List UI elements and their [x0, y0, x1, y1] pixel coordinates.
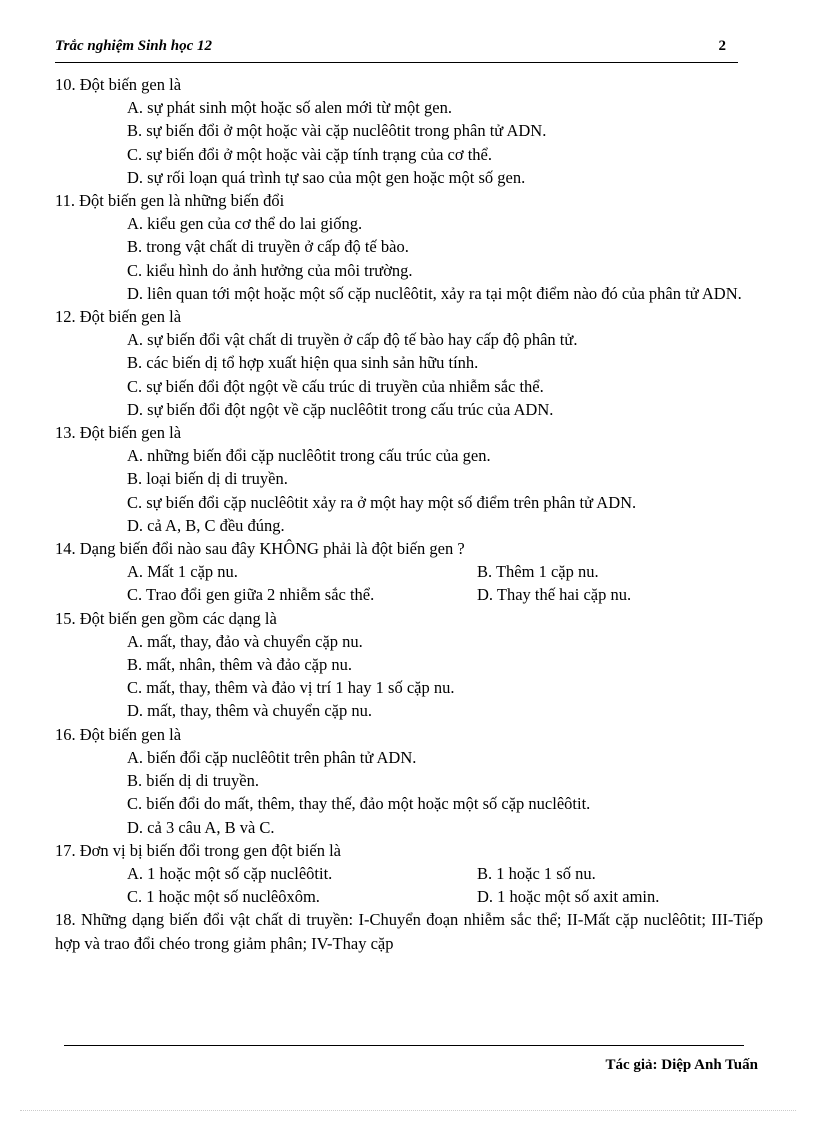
option-14c: C. Trao đổi gen giữa 2 nhiễm sắc thể.: [127, 585, 375, 605]
option-16c: C. biến đổi do mất, thêm, thay thế, đảo một hoặc một số cặp nuclêôtit.: [127, 794, 591, 814]
option-12a: A. sự biến đổi vật chất di truyền ở cấp độ tế bào hay cấp độ phân tử.: [127, 330, 578, 350]
document-body: [55, 73, 763, 955]
option-16d: D. cả 3 câu A, B và C.: [127, 817, 275, 837]
page-header: [55, 38, 738, 63]
question-18: 18. Những dạng biến đổi vật chất di truyền: I-Chuyển đoạn nhiễm sắc thể; II-Mất cặp nuclêôtit; III-Tiếp hợp và trao đổi chéo trong giảm phân; IV-Thay cặp: [55, 910, 763, 953]
question-10: 10. Đột biến gen là: [55, 75, 182, 94]
option-12d: D. sự biến đổi đột ngột về cặp nuclêôtit trong cấu trúc của ADN.: [127, 399, 554, 419]
option-11b: B. trong vật chất di truyền ở cấp độ tế bào.: [127, 237, 409, 257]
option-16b: B. biến dị di truyền.: [127, 771, 259, 791]
question-11: 11. Đột biến gen là những biến đổi: [55, 191, 285, 211]
options-14: [55, 560, 763, 606]
question-13: 13. Đột biến gen là: [55, 423, 182, 443]
option-10b: B. sự biến đổi ở một hoặc vài cặp nuclêôtit trong phân tử ADN.: [127, 121, 547, 141]
option-17b: B. 1 hoặc 1 số nu.: [477, 863, 596, 883]
option-17a: A. 1 hoặc một số cặp nuclêôtit.: [127, 863, 333, 883]
option-15b: B. mất, nhân, thêm và đảo cặp nu.: [127, 655, 352, 675]
options-17: [55, 862, 763, 908]
footer-author: Tác giả: Diệp Anh Tuấn: [605, 1057, 758, 1073]
question-17: 17. Đơn vị bị biến đổi trong gen đột biến là: [55, 840, 341, 860]
option-14d: D. Thay thế hai cặp nu.: [477, 585, 632, 605]
question-15: 15. Đột biến gen gồm các dạng là: [55, 608, 277, 628]
option-10d: D. sự rối loạn quá trình tự sao của một gen hoặc một số gen.: [127, 167, 526, 187]
option-11a: A. kiểu gen của cơ thể do lai giống.: [127, 214, 363, 234]
option-12b: B. các biến dị tổ hợp xuất hiện qua sinh sản hữu tính.: [127, 353, 479, 373]
footer-divider: [64, 1045, 744, 1046]
question-16: 16. Đột biến gen là: [55, 724, 182, 744]
option-10a: A. sự phát sinh một hoặc số alen mới từ một gen.: [127, 98, 452, 118]
option-14b: B. Thêm 1 cặp nu.: [477, 562, 599, 582]
option-11c: C. kiểu hình do ảnh hưởng của môi trường.: [127, 260, 413, 280]
option-12c: C. sự biến đổi đột ngột về cấu trúc di truyền của nhiễm sắc thể.: [127, 376, 544, 396]
option-10c: C. sự biến đổi ở một hoặc vài cặp tính trạng của cơ thể.: [127, 144, 493, 164]
option-16a: A. biến đổi cặp nuclêôtit trên phân tử ADN.: [127, 747, 417, 767]
option-17d: D. 1 hoặc một số axit amin.: [477, 887, 660, 907]
option-14a: A. Mất 1 cặp nu.: [127, 562, 238, 582]
header-title: Trắc nghiệm Sinh học 12: [55, 38, 212, 54]
option-17c: C. 1 hoặc một số nuclêôxôm.: [127, 887, 320, 907]
option-13b: B. loại biến dị di truyền.: [127, 469, 288, 489]
option-15c: C. mất, thay, thêm và đảo vị trí 1 hay 1 số cặp nu.: [127, 678, 455, 698]
question-12: 12. Đột biến gen là: [55, 307, 182, 327]
question-14: 14. Dạng biến đổi nào sau đây KHÔNG phải là đột biến gen ?: [55, 539, 465, 559]
page-bottom-border: [20, 1110, 796, 1111]
option-11d: D. liên quan tới một hoặc một số cặp nuclêôtit, xảy ra tại một điểm nào đó của phân tử ADN.: [127, 283, 742, 303]
option-15d: D. mất, thay, thêm và chuyển cặp nu.: [127, 701, 372, 721]
option-13d: D. cả A, B, C đều đúng.: [127, 515, 285, 535]
option-13c: C. sự biến đổi cặp nuclêôtit xảy ra ở một hay một số điểm trên phân tử ADN.: [127, 492, 637, 512]
page-number: 2: [718, 38, 726, 54]
option-15a: A. mất, thay, đảo và chuyển cặp nu.: [127, 631, 363, 651]
option-13a: A. những biến đổi cặp nuclêôtit trong cấu trúc của gen.: [127, 446, 491, 466]
